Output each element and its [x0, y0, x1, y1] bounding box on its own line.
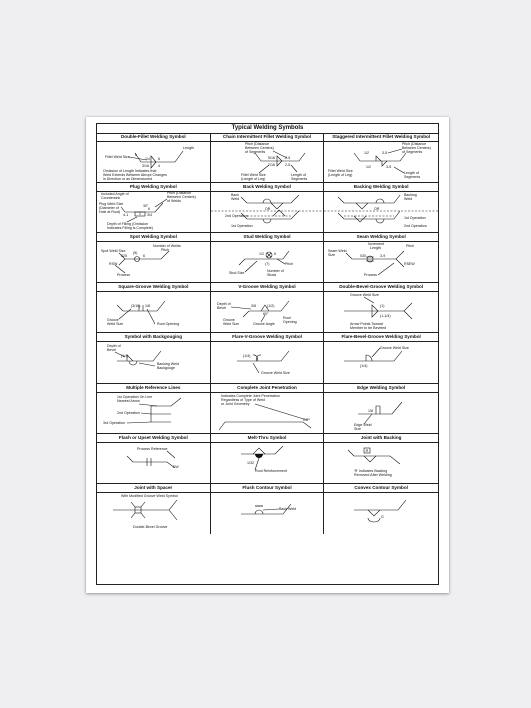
label: 6 [143, 254, 145, 259]
label: 6 [273, 252, 276, 257]
label: 1/2 [258, 252, 264, 257]
cell-title: Edge Welding Symbol [324, 384, 438, 393]
backing-welding-diagram [324, 191, 438, 232]
label: 3/8 [250, 304, 256, 309]
complete-joint-penetration-diagram [211, 392, 325, 433]
label: Double-Bevel Groove [133, 524, 168, 529]
label: Spot Weld Size [101, 249, 126, 254]
label: 6 [158, 157, 160, 161]
label: Size [354, 426, 362, 431]
cell-square-groove [97, 283, 211, 333]
label: 3rd Operation [103, 420, 125, 425]
label: With Modified Groove Weld Symbol [121, 493, 178, 498]
cell-title: Joint with Spacer [97, 484, 210, 493]
cell-title: Seam Welding Symbol [324, 233, 438, 242]
label: 1/4 [145, 157, 150, 161]
cell-title: Flare-Bevel-Groove Welding Symbol [324, 333, 438, 342]
cell-title: Back Welding Symbol [211, 183, 324, 192]
cell-title: Stud Welding Symbol [211, 233, 324, 242]
label: 7/16 [267, 163, 275, 167]
label: Stud Size [228, 271, 245, 276]
label: Pitch [406, 244, 415, 249]
cell-title: Flush Contour Symbol [211, 484, 324, 493]
welding-symbols-poster [86, 117, 449, 593]
label: Hole at Root) [99, 210, 121, 215]
flash-upset-diagram [97, 442, 211, 483]
label: (1-1/4) [380, 314, 391, 319]
melt-thru-diagram [211, 442, 325, 483]
cell-title: Backing Welding Symbol [324, 183, 438, 192]
cell-title: V-Groove Welding Symbol [211, 283, 324, 292]
label: Edge Weld [354, 422, 372, 427]
label: Segments [404, 175, 421, 179]
welding-chart-sheet [96, 123, 439, 585]
label: OR [264, 207, 271, 212]
label: R [365, 448, 369, 453]
cell-title: Chain Intermittent Fillet Welding Symbol [211, 133, 324, 142]
cell-backing-welding [324, 183, 438, 233]
label: Groove Weld Size [350, 293, 380, 298]
double-fillet-diagram [97, 141, 211, 182]
label: Segments [290, 177, 307, 181]
label: Depth of [107, 344, 121, 349]
label: Backgouge [157, 366, 175, 371]
label: CJP [302, 417, 310, 422]
label: Bevel [216, 306, 226, 311]
cell-melt-thru [211, 434, 325, 484]
label: (7) [264, 262, 270, 267]
cell-title: Staggered Intermittent Fillet Welding Symbol [324, 133, 438, 142]
label: Increment [368, 242, 385, 247]
label: Indicates Filling is Complete) [107, 226, 153, 231]
label: Back [230, 193, 239, 198]
stud-welding-diagram [211, 241, 325, 282]
label: Indicates Complete Joint Penetration [220, 393, 280, 398]
cell-title: Flare-V-Groove Welding Symbol [211, 333, 324, 342]
cell-multiple-reference [97, 384, 211, 434]
label: Weld Size [222, 322, 239, 327]
cell-flash-upset [97, 434, 211, 484]
label: 4-1 [123, 213, 129, 218]
cell-double-bevel [324, 283, 438, 333]
label: Length [183, 146, 194, 150]
label: Plug Weld Size [99, 202, 124, 207]
label: 1/8 [145, 304, 150, 309]
label: 025 [121, 254, 127, 259]
label: (1/4) [121, 354, 129, 359]
label: Fillet Weld Size [240, 173, 266, 177]
label: of Segments [402, 150, 423, 154]
label: FW [173, 464, 179, 469]
label: of Welds [167, 199, 181, 204]
label: Pitch (Distance [402, 142, 427, 146]
flush-contour-diagram [211, 492, 325, 533]
label: Process [117, 273, 130, 278]
label: 1/32 [246, 460, 254, 465]
label: (Length of Leg) [240, 177, 266, 181]
label: 1/2 [364, 151, 370, 155]
v-groove-diagram [211, 291, 325, 332]
cell-back-welding [211, 183, 325, 233]
chart-title: Typical Welding Symbols [97, 124, 438, 134]
label: 5/16 [267, 156, 275, 160]
label: Groove [222, 318, 235, 323]
label: Back Weld [278, 506, 296, 511]
back-welding-diagram [211, 191, 325, 232]
cell-chain-intermittent [211, 133, 325, 183]
flare-bevel-groove-diagram [324, 341, 438, 382]
label: Root [282, 316, 291, 321]
label: 3-5 [382, 151, 388, 155]
label: Number of [266, 269, 284, 274]
cell-flush-contour [211, 484, 325, 534]
label: of Segments [244, 150, 265, 154]
edge-welding-diagram [324, 392, 438, 433]
label: Between Centers) [167, 195, 196, 200]
label: 2nd Operation [117, 410, 140, 415]
label: 2nd Operation [404, 224, 428, 229]
label: Root Reinforcement [254, 468, 287, 473]
label: Nearest Arrow [117, 398, 140, 403]
cell-v-groove [211, 283, 325, 333]
cell-title: Melt-Thru Symbol [211, 434, 324, 443]
label: Process [364, 273, 378, 278]
label: Pitch (Distance [244, 142, 269, 146]
label: Omission of Length Indicates that [103, 169, 157, 173]
label: Included Angle of [101, 192, 129, 197]
label: Backing [404, 193, 418, 198]
label: (1/2) [266, 304, 275, 309]
label: Weld [230, 197, 239, 202]
label: 1 [139, 212, 141, 217]
cell-title: Double-Bevel-Groove Welding Symbol [324, 283, 438, 292]
convex-contour-diagram [324, 492, 438, 533]
label: Fillet Weld Size [328, 169, 354, 173]
plug-welding-diagram [97, 191, 211, 232]
label: 6 [148, 207, 150, 212]
label: RSEW [404, 262, 416, 267]
label: Number of Welds [153, 244, 181, 249]
label: (3/16) [131, 304, 141, 309]
label: Depth of [216, 302, 231, 307]
label: 2-5 [284, 163, 290, 167]
cell-joint-with-backing [324, 434, 438, 484]
joint-with-spacer-diagram [97, 492, 211, 533]
label: or Joint Geometry [220, 401, 250, 406]
cell-title: Complete Joint Penetration [211, 384, 324, 393]
label: Between Centers) [402, 146, 432, 150]
cell-title: Flash or Upset Welding Symbol [97, 434, 210, 443]
label: Studs [266, 273, 276, 278]
cell-title: Plug Welding Symbol [97, 183, 210, 192]
cell-flare-v-groove [211, 333, 325, 383]
backgouging-diagram [97, 341, 211, 382]
cell-staggered-intermittent [324, 133, 438, 183]
multiple-reference-diagram [97, 392, 211, 433]
cell-title: Double-Fillet Welding Symbol [97, 133, 210, 142]
label: Fillet Weld Size [105, 155, 130, 159]
label: (Diameter of [99, 206, 119, 211]
cell-double-fillet [97, 133, 211, 183]
cell-title: Multiple Reference Lines [97, 384, 210, 393]
label: (1/4) [242, 354, 251, 359]
label: (1/4) [360, 364, 368, 369]
cell-edge-welding [324, 384, 438, 434]
label: Weld Size [107, 322, 124, 327]
label: RSW [109, 262, 118, 267]
label: OR [374, 207, 380, 212]
label: Opening [282, 320, 297, 325]
cell-convex-contour [324, 484, 438, 534]
label: Seam Weld [328, 249, 347, 254]
joint-with-backing-diagram [324, 442, 438, 483]
label: Root Opening [157, 322, 180, 327]
spot-welding-diagram [97, 241, 211, 282]
seam-welding-diagram [324, 241, 438, 282]
cell-spot-welding [97, 233, 211, 283]
label: Weld Extends Between Abrupt Changes [103, 173, 167, 177]
label: Length of [404, 171, 420, 175]
label: Arrow Points Toward [350, 322, 384, 327]
label: 4 [158, 164, 160, 168]
label: Member to be Beveled [350, 326, 387, 331]
cell-title: Spot Welding Symbol [97, 233, 210, 242]
label: 1/8 [368, 408, 374, 413]
label: Pitch [161, 248, 169, 253]
label: Weld [404, 197, 413, 202]
square-groove-diagram [97, 291, 211, 332]
cell-complete-joint-penetration [211, 384, 325, 434]
chain-intermittent-diagram [211, 141, 325, 182]
label: Depth of Filling (Omission [107, 222, 149, 227]
label: Groove Weld Size [260, 371, 290, 376]
cell-plug-welding [97, 183, 211, 233]
label: Size [328, 253, 336, 258]
label: (1) [380, 304, 385, 309]
label: (Length of Leg) [328, 173, 353, 177]
label: 2-5 [284, 156, 290, 160]
label: Between Centers) [244, 146, 274, 150]
label: 1/2 [366, 165, 372, 169]
cell-seam-welding [324, 233, 438, 283]
label: Groove [107, 318, 119, 323]
label: Groove Weld Size [380, 346, 410, 351]
label: Countersink [101, 196, 121, 201]
cell-stud-welding [211, 233, 325, 283]
cell-title: Joint with Backing [324, 434, 438, 443]
label: in Direction or as Dimensioned [103, 177, 152, 181]
label: Process Reference [137, 446, 168, 451]
cell-flare-bevel-groove [324, 333, 438, 383]
cell-title: Square-Groove Welding Symbol [97, 283, 210, 292]
label: G [381, 514, 385, 519]
label: 3-9 [380, 254, 386, 259]
label: 3-5 [386, 165, 392, 169]
label: (5) [133, 251, 138, 256]
label: 3/4 [147, 213, 152, 218]
label: Pitch [284, 262, 293, 267]
label: 1st Operation [404, 216, 426, 221]
label: Length of [290, 173, 306, 177]
double-bevel-diagram [324, 291, 438, 332]
cell-joint-with-spacer [97, 484, 211, 534]
flare-v-groove-diagram [211, 341, 325, 382]
label: Regardless of Type of Weld [220, 397, 265, 402]
label: Length [370, 246, 382, 251]
label: Removed After Welding [354, 472, 393, 477]
label: 030 [360, 254, 367, 259]
label: 2nd Operation [224, 214, 248, 219]
label: 60° [262, 312, 269, 317]
label: Groove Angle [252, 322, 275, 327]
staggered-intermittent-diagram [324, 141, 438, 182]
symbol-grid [97, 133, 438, 584]
label: 30° [143, 204, 149, 209]
label: 3/16 [142, 164, 149, 168]
label: Bevel [107, 348, 116, 353]
label: 'R' Indicates Backing [354, 468, 388, 473]
label: 1st Operation On Line [117, 394, 153, 399]
cell-title: Convex Contour Symbol [324, 484, 438, 493]
label: Backing Weld [157, 362, 179, 367]
label: 1st Operation [230, 224, 253, 229]
label: Pitch (Distance [167, 191, 192, 196]
cell-backgouging [97, 333, 211, 383]
cell-title: Symbol with Backgouging [97, 333, 210, 342]
